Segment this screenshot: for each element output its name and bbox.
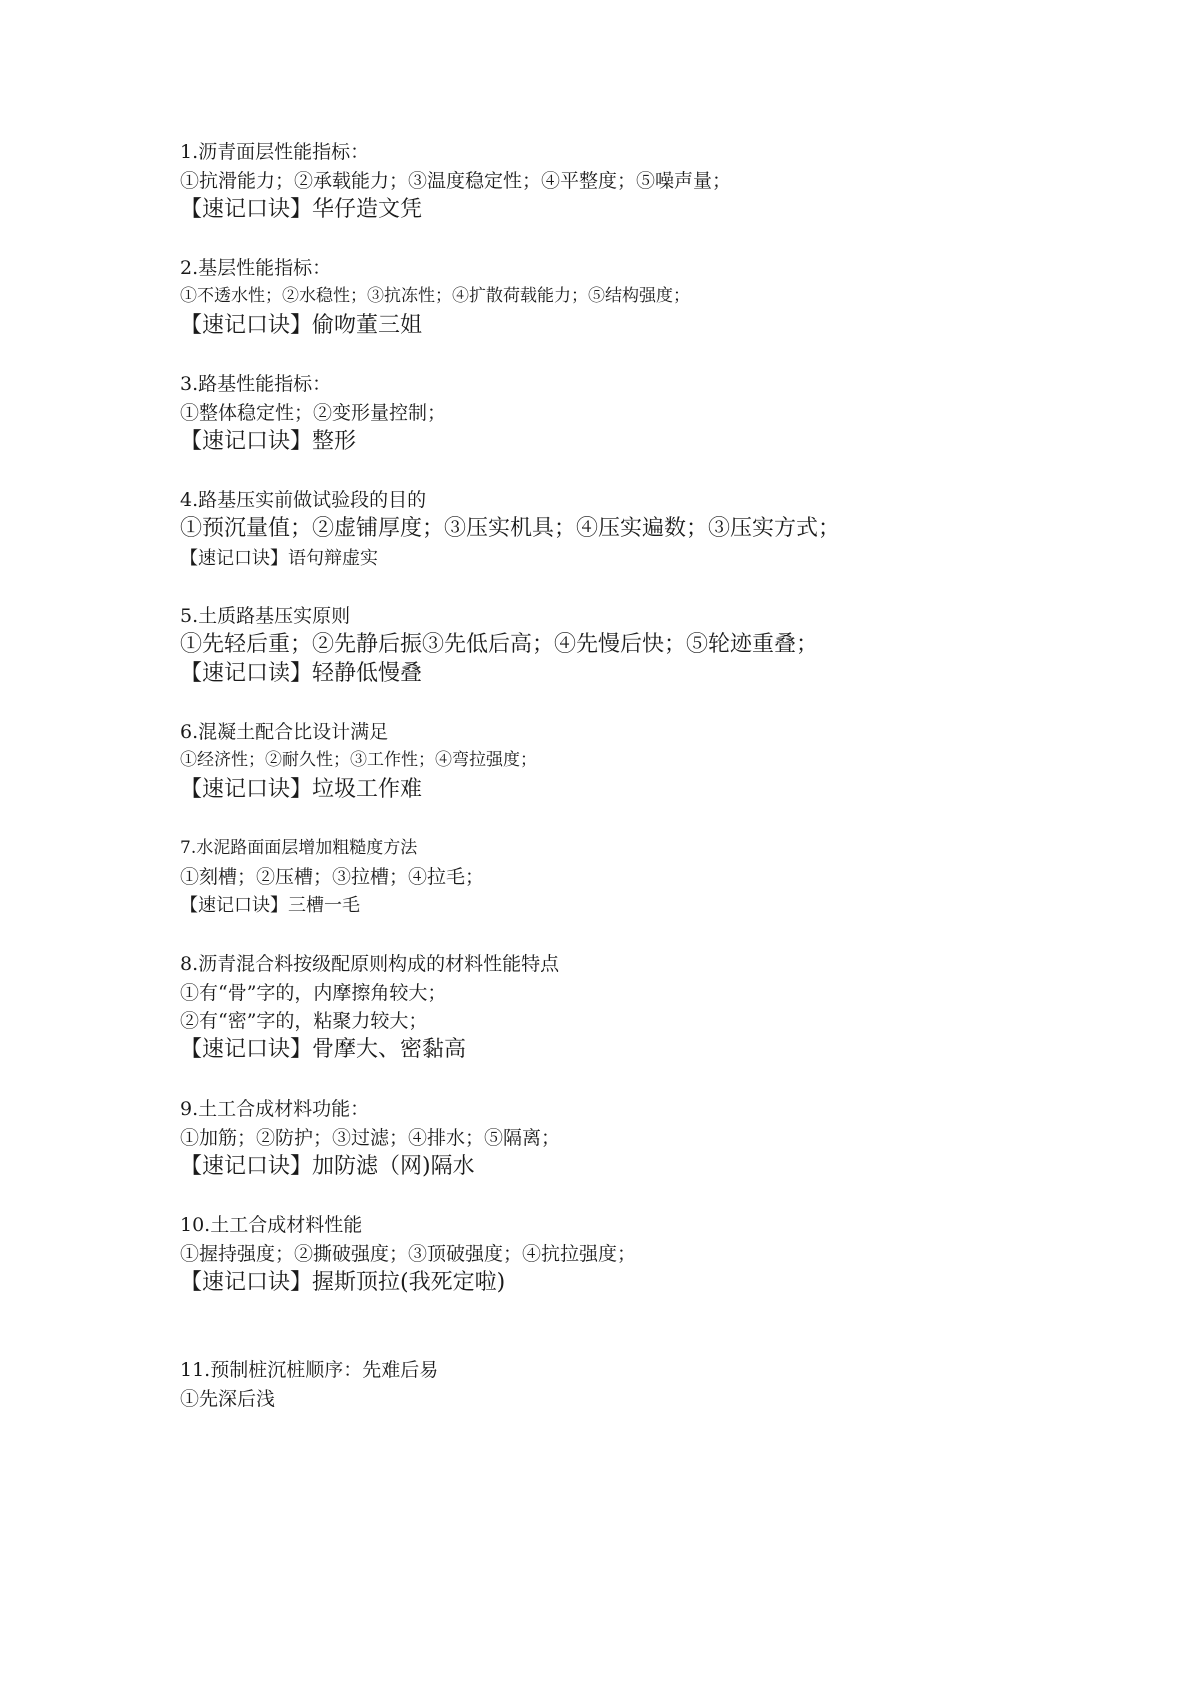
section-8-item-2: ②有“密”字的，粘聚力较大； <box>180 1010 428 1032</box>
section-8-heading: 8.沥青混合料按级配原则构成的材料性能特点 <box>180 953 560 975</box>
section-5-heading: 5.土质路基压实原则 <box>180 605 351 627</box>
section-6-items: ①经济性；②耐久性；③工作性；④弯拉强度； <box>180 750 537 770</box>
section-5-items: ①先轻后重；②先静后振③先低后高；④先慢后快；⑤轮迹重叠； <box>180 632 819 657</box>
section-7-items: ①刻槽；②压槽；③拉槽；④拉毛； <box>180 866 485 888</box>
section-6-mnemonic: 【速记口诀】垃圾工作难 <box>180 777 423 802</box>
section-10-heading: 10.土工合成材料性能 <box>180 1214 363 1236</box>
section-7-heading: 7.水泥路面面层增加粗糙度方法 <box>180 838 418 858</box>
section-7-mnemonic: 【速记口诀】三槽一毛 <box>180 895 360 916</box>
section-3-items: ①整体稳定性；②变形量控制； <box>180 402 447 424</box>
section-4-items: ①预沉量值；②虚铺厚度；③压实机具；④压实遍数；③压实方式； <box>180 516 841 541</box>
section-11-items: ①先深后浅 <box>180 1388 276 1410</box>
section-1-mnemonic: 【速记口诀】华仔造文凭 <box>180 197 423 222</box>
section-4-mnemonic: 【速记口诀】语句辩虚实 <box>180 548 378 569</box>
section-2-heading: 2.基层性能指标： <box>180 257 332 279</box>
section-9-mnemonic: 【速记口诀】加防滤（网)隔水 <box>180 1154 475 1179</box>
section-9-heading: 9.土工合成材料功能： <box>180 1098 370 1120</box>
section-1-heading: 1.沥青面层性能指标： <box>180 141 370 163</box>
section-2-mnemonic: 【速记口诀】偷吻董三姐 <box>180 313 423 338</box>
section-10-items: ①握持强度；②撕破强度；③顶破强度；④抗拉强度； <box>180 1243 637 1265</box>
section-8-mnemonic: 【速记口诀】骨摩大、密黏高 <box>180 1037 467 1062</box>
section-6-heading: 6.混凝土配合比设计满足 <box>180 721 389 743</box>
section-1-items: ①抗滑能力；②承载能力；③温度稳定性；④平整度；⑤噪声量； <box>180 170 732 192</box>
section-10-mnemonic: 【速记口诀】握斯顶拉(我死定啦) <box>180 1270 506 1295</box>
section-5-mnemonic: 【速记口读】轻静低慢叠 <box>180 661 423 686</box>
section-4-heading: 4.路基压实前做试验段的目的 <box>180 489 427 511</box>
section-8-item-1: ①有“骨”字的，内摩擦角较大； <box>180 982 447 1004</box>
section-3-mnemonic: 【速记口诀】整形 <box>180 429 357 454</box>
section-11-heading: 11.预制桩沉桩顺序：先难后易 <box>180 1359 439 1381</box>
section-9-items: ①加筋；②防护；③过滤；④排水；⑤隔离； <box>180 1127 561 1149</box>
section-2-items: ①不透水性；②水稳性；③抗冻性；④扩散荷载能力；⑤结构强度； <box>180 286 690 306</box>
section-3-heading: 3.路基性能指标： <box>180 373 332 395</box>
